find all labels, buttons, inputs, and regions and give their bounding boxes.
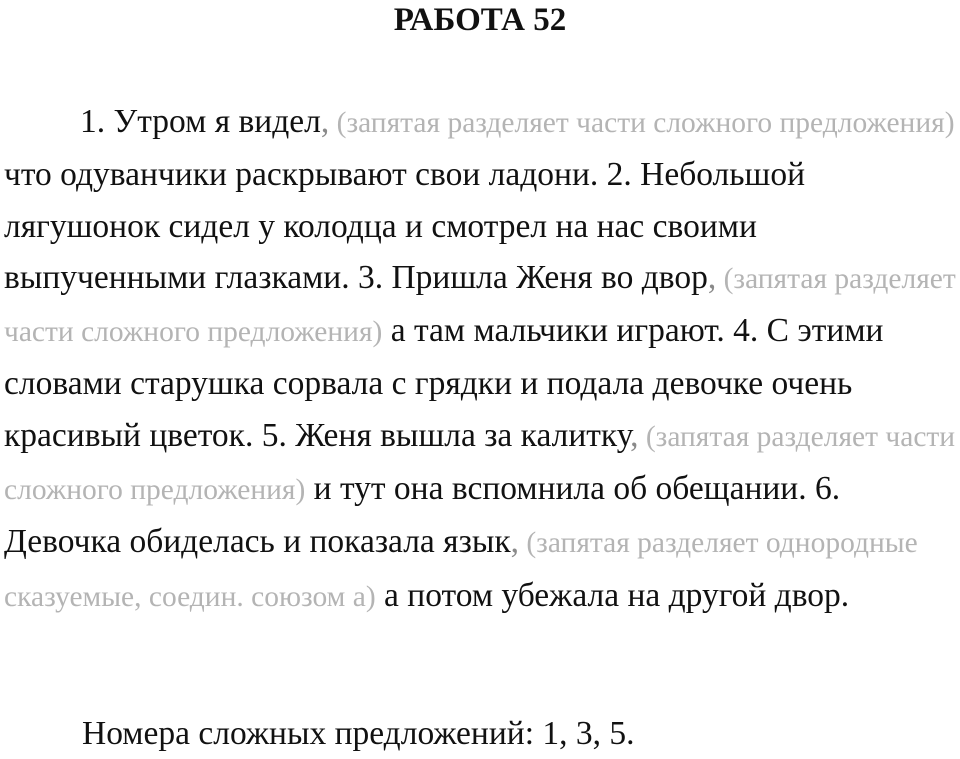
note-3: (запятая разделяет части сложного предложения) <box>4 262 956 349</box>
note-5: (запятая разделяет части сложного предложения) <box>4 420 956 507</box>
sentence-5-part-2: и тут она вспомнила об обещании. <box>305 470 807 508</box>
sentence-4: 4. С этими словами старушка сорвала с грядки и подала девочке очень красивый цветок. <box>4 312 884 454</box>
sentence-3-part-2: а там мальчики играют. <box>382 312 725 350</box>
note-6: (запятая разделяет однородные сказуемые, соедин. союзом а) <box>4 527 918 613</box>
sentence-1-part-1: 1. Утром я видел <box>80 103 321 140</box>
sentence-3-part-1: 3. Пришла Женя во двор <box>349 258 708 296</box>
comma-1: , <box>320 103 330 140</box>
sentence-5-part-1: 5. Женя вышла за калитку <box>253 416 631 454</box>
exercise-paragraph <box>4 96 956 623</box>
page-title: РАБОТА 52 <box>393 2 567 38</box>
sentence-6-part-2: а потом убежала на другой двор. <box>375 576 850 614</box>
comma-5: , <box>630 416 639 454</box>
sentence-2: 2. Небольшой лягушонок сидел у колодца и смотрел на нас своими выпученными глазками. <box>4 156 806 296</box>
sentence-1-part-2: что одуванчики раскрывают свои ладони. <box>4 156 599 194</box>
answer-line: Номера сложных предложений: 1, 3, 5. <box>82 715 635 752</box>
sentence-6-part-1: 6. Девочка обиделась и показала язык <box>4 470 841 561</box>
comma-6: , <box>510 523 519 561</box>
note-1: (запятая разделяет части сложного предложения) <box>329 107 955 139</box>
comma-3: , <box>707 258 717 296</box>
